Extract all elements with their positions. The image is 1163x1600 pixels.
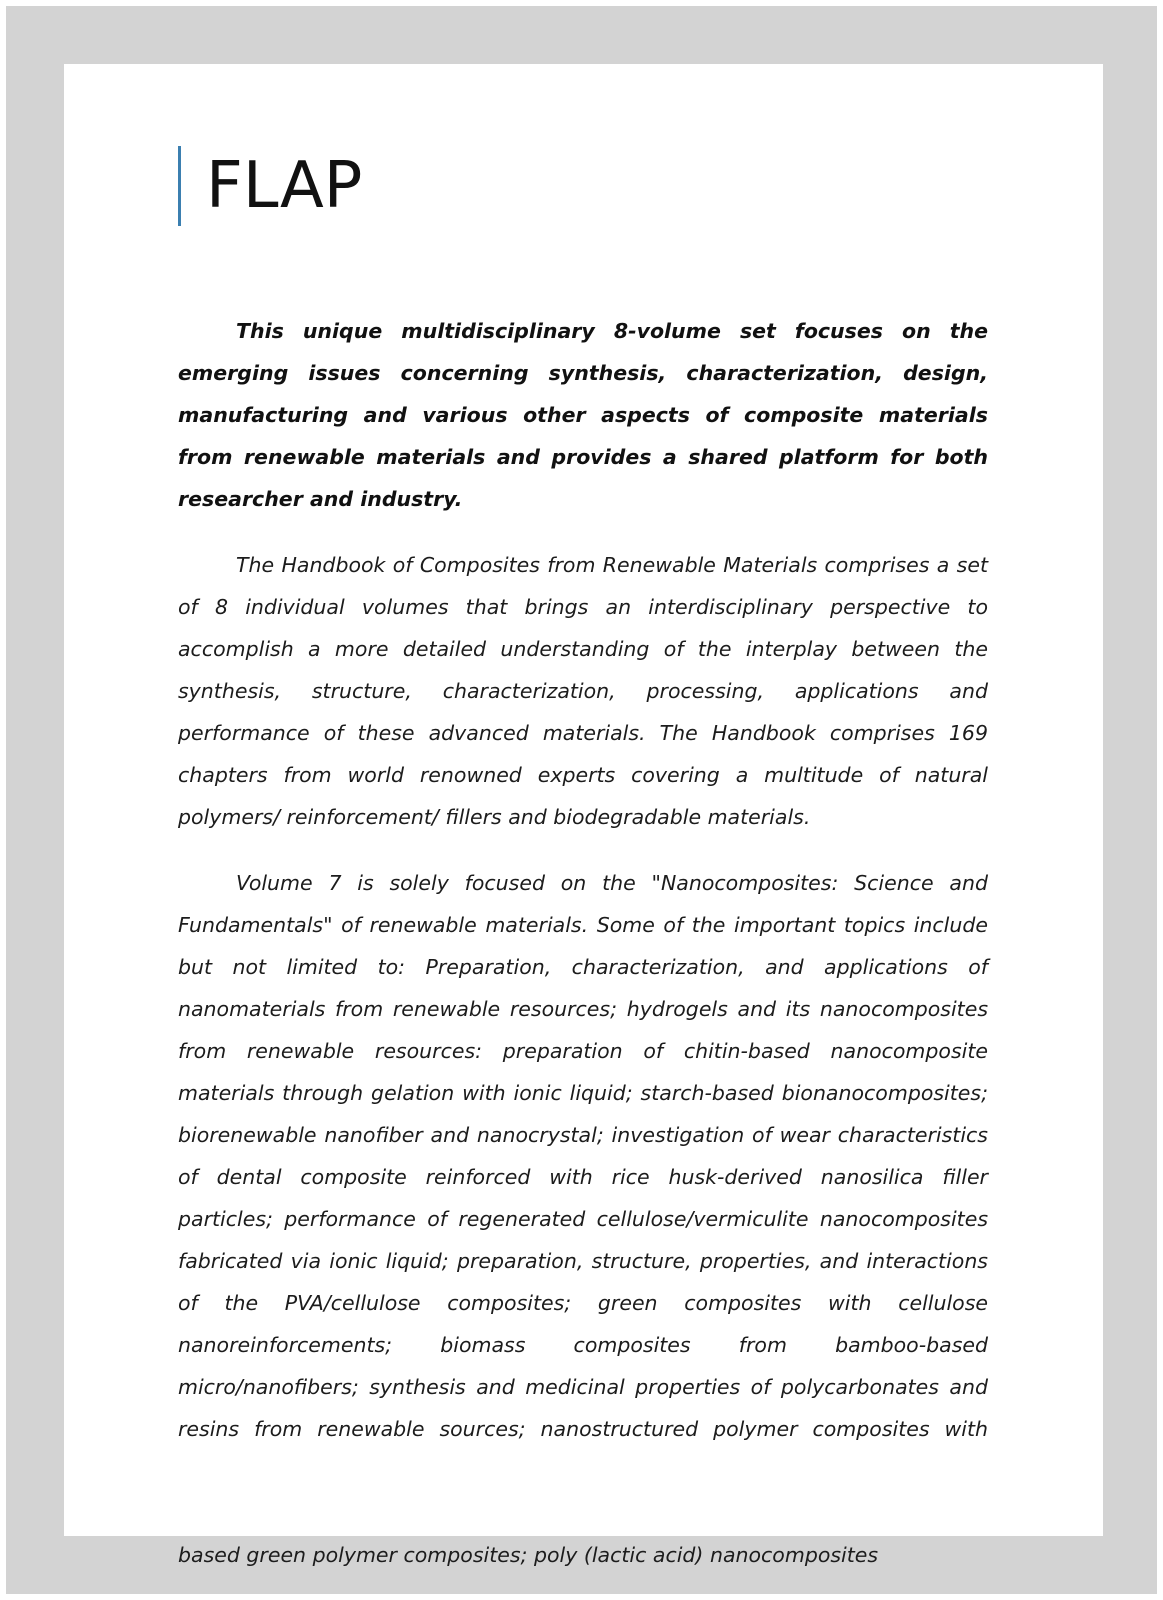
document-page [64, 64, 1103, 1567]
lead-paragraph: This unique multidisciplinary 8-volume set focuses on the emerging issues concerning synthesis, characterization, design, manufacturing and various other aspects of composite materials from renewable materials and provides a shared platform for both researcher and industry. [178, 319, 988, 511]
body-paragraph-handbook: The Handbook of Composites from Renewable Materials comprises a set of 8 individual volumes that brings an interdisciplinary perspective to accomplish a more detailed understanding of the interplay between the synthesis, structure, characterization, processing, applications and performance of these advanced materials. The Handbook comprises 169 chapters from world renowned experts covering a multitude of natural polymers/ reinforcement/ fillers and biodegradable materials. [178, 553, 988, 829]
page-bottom-margin [64, 1454, 1103, 1536]
title-accent-bar [178, 146, 181, 226]
page-title: FLAP [206, 149, 363, 223]
document-body [178, 310, 988, 1600]
body-paragraph-volume: Volume 7 is solely focused on the "Nanocomposites: Science and Fundamentals" of renewable materials. Some of the important topics include but not limited to: Preparation, characterization, and applications of nanomaterials from renewable resources; hydrogels and its nanocomposites from renewable resources: preparation of chitin-based nanocomposite materials through gelation with ionic liquid; starch-based bionanocomposites; biorenewable nanofiber and nanocrystal; investigation of wear characteristics of dental composite reinforced with rice husk-derived nanosilica filler particles; performance of regenerated cellulose/vermiculite nanocomposites fabricated via ionic liquid; preparation, structure, properties, and interactions of the PVA/cellulose composites; green composites with cellulose nanoreinforcements; biomass composites from bamboo-based micro/nanofibers; synthesis and medicinal properties of polycarbonates and resins from renewable sources; nanostructured polymer composites with based green polymer composites; poly (lactic acid) nanocomposites [178, 871, 988, 1567]
